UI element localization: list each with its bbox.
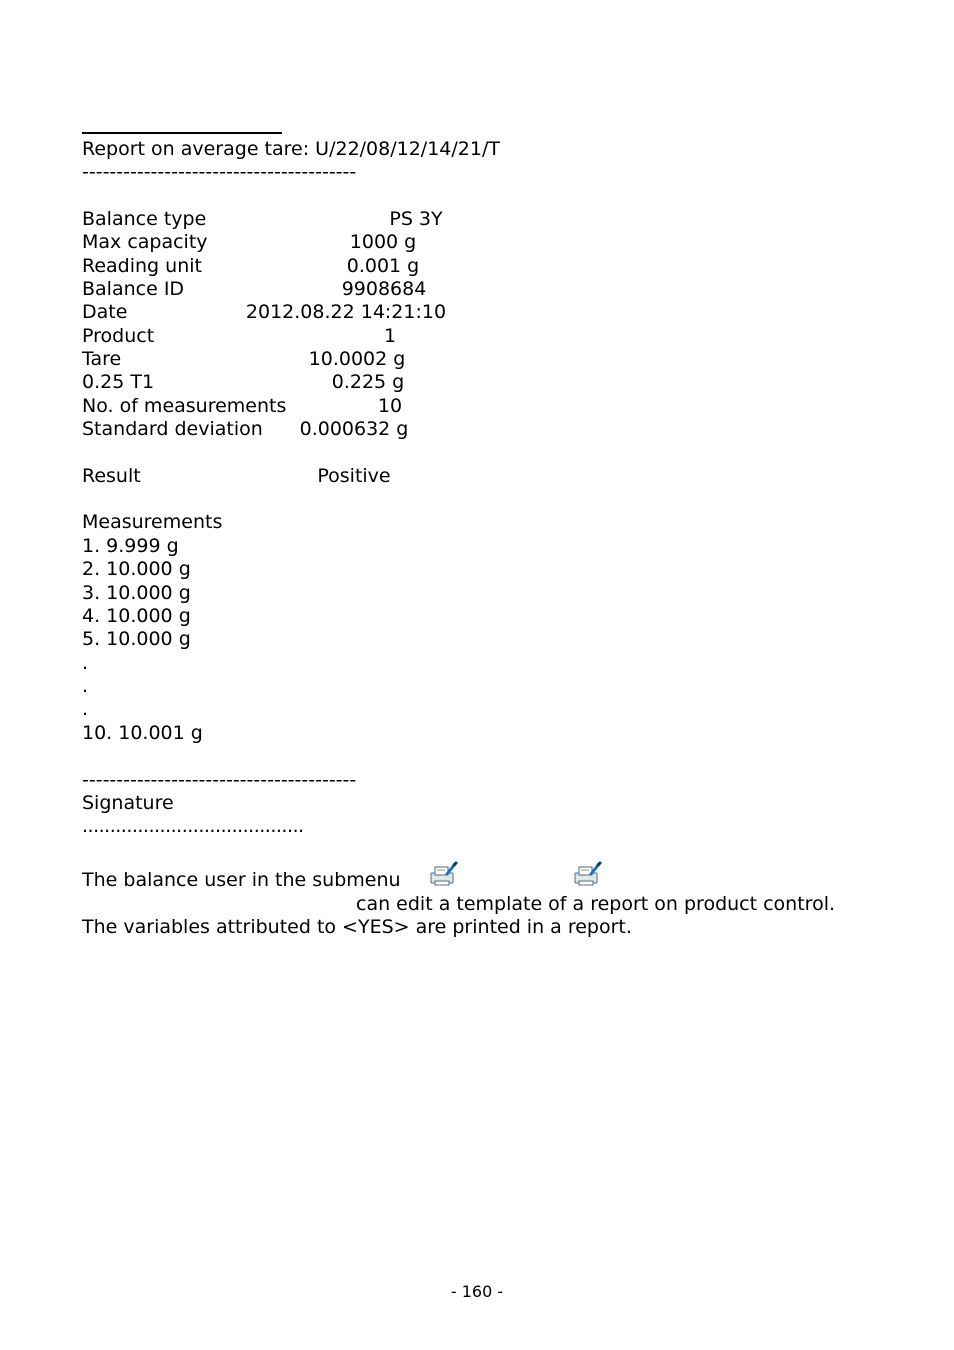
row-label-date: Date [82,301,128,323]
result-label: Result [82,465,141,487]
row-label-reading-unit: Reading unit [82,255,202,277]
measurement-ellipsis: . [82,698,89,720]
measurement-ellipsis: . [82,652,89,674]
row-value-t1: 0.225 g [331,371,405,393]
row-value-balance-type: PS 3Y [389,208,443,230]
row-value-date: 2012.08.22 14:21:10 [245,301,447,323]
measurement-item: 10. 10.001 g [82,722,203,744]
row-value-max-capacity: 1000 g [349,231,417,253]
result-value: Positive [317,465,391,487]
row-value-reading-unit: 0.001 g [346,255,420,277]
signature-separator: ---------------------------------------- [82,769,357,791]
row-label-product: Product [82,325,155,347]
printer-edit-icon [572,861,602,887]
measurements-heading: Measurements [82,511,223,533]
row-label-max-capacity: Max capacity [82,231,208,253]
report-title: Report on average tare: U/22/08/12/14/21/T [82,138,500,160]
measurement-item: 2. 10.000 g [82,558,191,580]
body-line-1: The balance user in the submenu [82,869,401,891]
row-label-t1: 0.25 T1 [82,371,155,393]
heading-rule [82,132,282,134]
body-line-3: The variables attributed to <YES> are printed in a report. [82,916,632,938]
row-label-tare: Tare [82,348,122,370]
row-value-balance-id: 9908684 [341,278,427,300]
row-label-std-deviation: Standard deviation [82,418,263,440]
body-line-2: can edit a template of a report on product control. [356,893,836,915]
row-value-no-measurements: 10 [377,395,403,417]
printer-edit-icon [428,861,458,887]
report-separator: ---------------------------------------- [82,161,357,183]
row-value-tare: 10.0002 g [308,348,406,370]
signature-dots: ........................................ [82,815,304,837]
row-value-std-deviation: 0.000632 g [299,418,409,440]
row-label-balance-id: Balance ID [82,278,185,300]
measurement-item: 3. 10.000 g [82,582,191,604]
measurement-item: 5. 10.000 g [82,628,191,650]
measurement-item: 1. 9.999 g [82,535,179,557]
page-number: - 160 - [450,1282,504,1301]
row-label-balance-type: Balance type [82,208,207,230]
row-value-product: 1 [383,325,397,347]
row-label-no-measurements: No. of measurements [82,395,287,417]
signature-label: Signature [82,792,174,814]
measurement-ellipsis: . [82,675,89,697]
measurement-item: 4. 10.000 g [82,605,191,627]
